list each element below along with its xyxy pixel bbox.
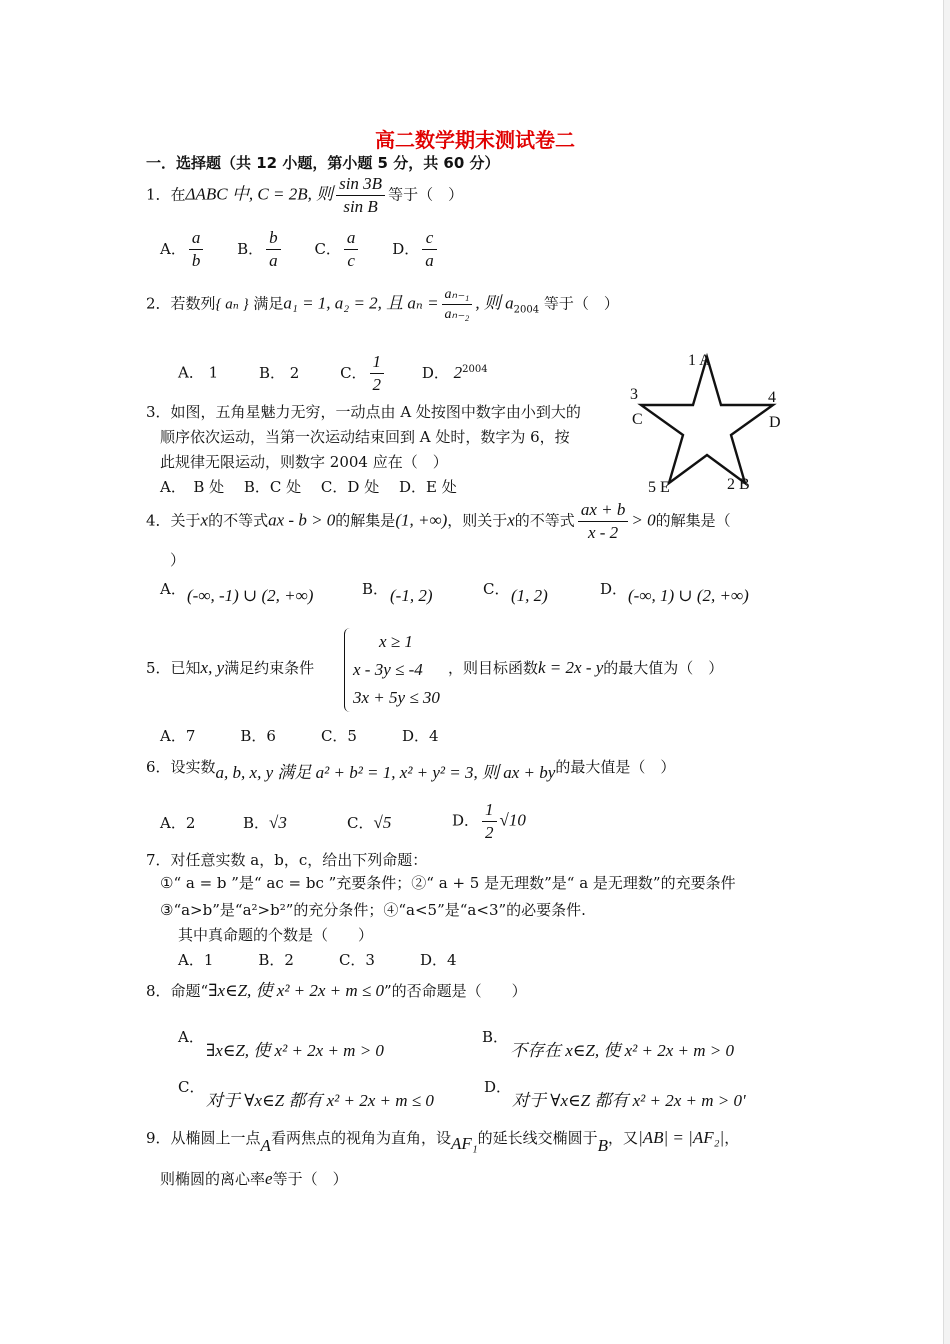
q5-constraint-1: x ≥ 1 <box>379 632 413 651</box>
q8-option-c: 对于 ∀x∈Z 都有 x² + 2x + m ≤ 0 <box>206 1091 434 1110</box>
star-label-3: 3 <box>630 386 638 403</box>
q1-option-d: D． $\frac{c}{a}$ <box>392 240 440 258</box>
question-8: 8．命题“∃x∈Z, 使 x² + 2x + m ≤ 0”的否命题是（ ） <box>146 981 527 1000</box>
q5-constraint-3: 3x + 5y ≤ 30 <box>353 688 440 707</box>
q2-option-c: C． $\frac{1}{2}$ <box>340 364 387 382</box>
q6-option-d: D． $\frac{1}{2}$ √10 <box>452 800 526 842</box>
question-5: 5．已知x, y满足约束条件 <box>146 658 315 677</box>
q7-line-1: 7．对任意实数 a，b，c，给出下列命题： <box>146 851 428 869</box>
star-label-5e: 5 E <box>648 479 670 496</box>
q9-line-2: 则椭圆的离心率e等于（ ） <box>160 1169 348 1188</box>
q4-option-a: A． <box>160 580 186 598</box>
star-label-d: D <box>769 414 781 431</box>
question-9: 9．从椭圆上一点A看两焦点的视角为直角，设AF₁的延长线交椭圆于B，又|AB| = |AF₂|， <box>146 1128 740 1155</box>
q1-option-a: A． $\frac{a}{b}$ <box>160 240 206 258</box>
question-6: 6．设实数a, b, x, y 满足 a² + b² = 1, x² + y² = 3, 则 ax + by的最大值是（ ） <box>146 758 676 782</box>
q6-option-a: A．2 <box>160 814 196 832</box>
q5-constraint-2: x - 3y ≤ -4 <box>353 660 423 679</box>
q4-close-paren: ） <box>170 551 186 569</box>
q6-option-c: C．√5 <box>347 813 392 832</box>
q2-option-d: D． $2^{2004}$ <box>421 362 488 382</box>
q3-line-3: 此规律无限运动，则数字 2004 应在（ ） <box>160 453 448 471</box>
q6-option-b: B．√3 <box>243 813 287 832</box>
q5-options: A．7 B．6 C．5 D．4 <box>160 727 439 745</box>
q5-tail: ，则目标函数k = 2x - y的最大值为（ ） <box>448 658 724 677</box>
q4-option-a-value: (-∞, -1) ∪ (2, +∞) <box>187 586 314 605</box>
page-edge <box>943 0 950 1344</box>
q3-options: A． B 处 B．C 处 C．D 处 D．E 处 <box>160 478 457 496</box>
question-2: 2．若数列{ aₙ } 满足a₁ = 1, a₂ = 2, 且 aₙ = $\frac{\text{aₙ₋₁}}{\text{aₙ₋₂}}$ , 则 $a_{2004}$ 等于（ ） <box>146 287 619 322</box>
q2-options <box>178 352 488 395</box>
q8-option-b: 不存在 x∈Z, 使 x² + 2x + m > 0 <box>510 1041 734 1060</box>
star-label-2b: 2 B <box>727 476 750 493</box>
q7-options: A．1 B．2 C．3 D．4 <box>178 951 457 969</box>
q8-option-d-label: D． <box>484 1078 512 1096</box>
q7-line-3: ③“a>b”是“a²>b²”的充分条件；④“a<5”是“a<3”的必要条件. <box>160 901 586 919</box>
q1-math: ΔABC 中, C = 2B, 则 <box>185 184 334 204</box>
q7-line-4: 其中真命题的个数是（ ） <box>178 926 374 944</box>
q1-suffix: 等于（ ） <box>388 185 464 204</box>
star-label-4: 4 <box>768 389 776 406</box>
q7-line-2: ①“ a = b ”是“ ac = bc ”充要条件；②“ a + 5 是无理数”是“ a 是无理数”的充要条件 <box>160 874 736 892</box>
q8-option-c-label: C． <box>178 1078 205 1096</box>
q3-line-2: 顺序依次运动，当第一次运动结束回到 A 处时，数字为 6，按 <box>160 428 570 446</box>
page-title: 高二数学期末测试卷二 <box>375 128 575 152</box>
q4-option-b: B． <box>362 580 389 598</box>
question-4: 4．关于x的不等式ax - b > 0的解集是(1, +∞)，则关于x的不等式 $\frac{ax + b}{x - 2}$ > 0的解集是（ <box>146 500 731 542</box>
q1-option-b: B． $\frac{b}{a}$ <box>237 240 284 258</box>
star-label-1a: 1 A <box>688 352 711 369</box>
q5-constraint-system <box>344 628 440 712</box>
q1-prefix: 1．在 <box>146 185 186 204</box>
q4-option-d: D． <box>600 580 628 598</box>
q1-options <box>160 228 440 271</box>
q4-option-c: C． <box>483 580 510 598</box>
q4-option-d-value: (-∞, 1) ∪ (2, +∞) <box>628 586 749 605</box>
star-shape <box>641 357 773 483</box>
q8-option-b-label: B． <box>482 1028 509 1046</box>
q1-option-c: C． $\frac{a}{c}$ <box>314 240 361 258</box>
q1-fraction: $\frac{\sin 3B}{\text{sin B}}$ <box>336 174 385 217</box>
section-heading: 一．选择题（共 12 小题，第小题 5 分，共 60 分） <box>146 154 500 172</box>
q8-option-d: 对于 ∀x∈Z 都有 x² + 2x + m > 0' <box>512 1091 746 1110</box>
question-1 <box>146 174 463 217</box>
q3-line-1: 3．如图，五角星魅力无穷，一动点由 A 处按图中数字由小到大的 <box>146 403 581 421</box>
q2-option-b: B． 2 <box>258 363 300 382</box>
star-label-c: C <box>632 411 643 428</box>
q8-option-a: ∃x∈Z, 使 x² + 2x + m > 0 <box>206 1041 384 1060</box>
q2-option-a: A． 1 <box>178 363 219 382</box>
q4-option-b-value: (-1, 2) <box>390 586 433 605</box>
q8-option-a-label: A． <box>178 1028 204 1046</box>
q4-option-c-value: (1, 2) <box>511 586 548 605</box>
